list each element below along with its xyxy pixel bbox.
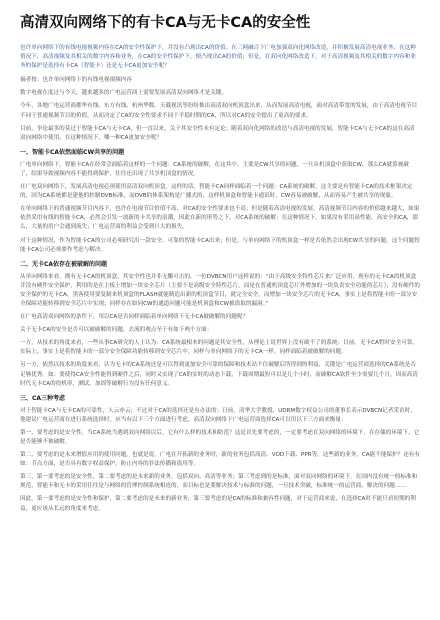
paragraph: 在单向网络下的普通视频节目内容下，也许在电视节目价值不高，对CA的安全性要求也不高；但是随着高清电视的发展，高清视频节目内容的价值越来越大，如果依然采用有线的智能卡CA，必然会引发一波新的卡共享的浪潮，因此在新的形势之下，对CA系统的破解；在这种情况下，如果没有采用高性能、高安全的CA，那么，大量的用户会通到流失；广电运营商的利益会受到巨大的损失。	[20, 206, 420, 231]
section-heading: 三、CA三种考虑	[20, 394, 66, 402]
paragraph: 今年，各地广电运营商都华有线、东方有线、杭州华数、天截视讯等纷纷推出高清双向机顶盒出来，从而发展高清电视，面对高清带宽的发展，由于高清电视节目不同于普通视频节目的价值，从而决定了CA的安全性要求不同于平稳时期的CA，所以对CA的安全提出了更高的要求。	[20, 103, 418, 119]
section-heading: 一、智能卡CA依然面临CW共享的问题	[20, 148, 125, 156]
paragraph: 在广电双向网络下，发展高清电视必须使用高清双向机顶盒，这样的话，智能卡CA同样面临着一个问题：CA系统的破解，这主要是有智能卡CA的技术框架决定的，因为CA系统都是建他的控制DVB标准，而DVB的体系架构是广播式的，这样机顶盒和智能卡通讯时，CW容易被破解，从而容易产生被共享的现象。	[20, 184, 413, 200]
summary-paragraph: 也许单向网络下的有线电视视频内容在CA的安全性保护下，并没有凸现出CA的价值；在三网融合下广电加强双向化网络改造，并积极发展高清电视业务；在这种情况下，高清视频及其相关的数字内容和业务，在CA的安全性保护下，便凸现出CA的价值；但是，在双向化网络改造下，对于高清视频及其相关的数字内容和业务的保护是选择有卡CA（智能卡）还是无卡CA更加安全呢？	[20, 45, 416, 70]
paragraph: 数字电视在度过与今天，越来越多的广电运营商上需要发展高清双向网络才是关键。	[20, 90, 227, 97]
paragraph: 在广电高清双向网络的条件下，用以CA是否同样面临着单向网络下无卡CA被破解的问题呢？	[20, 314, 249, 321]
paragraph: 另一方，依然以技术的角度来看，认为无卡的CA系统还是可以得到更加安全可靠的保障和技术站不住破解后所得到的利益，关键是广电运营商选择的CA系统是否足够优秀。如：要使得CA安全性能得到硬件之后，同时又实现了CA的实时的动态下载，下载周期最短可以是几个小时，而破解CA软件至少需要几个月，因而高清时代无卡CA的投机率，测试，加固等破解行为没有任何意义。	[20, 362, 418, 387]
section-heading: 二、无卡CA依存在被破解的问题	[20, 260, 108, 268]
paragraph: 摘者按：也许单向网络下的有线电视视频内容	[20, 77, 132, 84]
paragraph: 一方，从技术的角度来看，一些从事CA研究的人士认为：CA系统最根本的问题是其安全性，从理论上说世界上没有破不了的系统；目前，无卡CA暂时安全可靠，实际上，事实上是将智能卡的一部分安全保障功能转移到安全芯片中，同样与单向网络下的无卡CA一样，同样面临着被破解的问题。	[20, 340, 418, 356]
paragraph: 目前，争论最多的莫过于智能卡CA与无卡CA，但一直以来，关于其安全性未有定论；随着双向化网络的改造与高清电视的发展，智能卡CA与无卡CA的这在高清双向网络中使用，在这种情况下，哪一种CA更加安全呢？	[20, 125, 415, 141]
paragraph: 第二，要考虑的是未来增值应用的使用问题，也就是说，广电在开拓新的业务时，新的业务包括高清、VOD下载、PPR等，这些新的业务，CA能不能保护？还有有如：节点方面，是否具有数字权益保护，防止内容的非法传播和盗用等。	[20, 452, 420, 468]
paragraph: 第三，第一要考虑的是安全性，第二要考虑的是未来新的业务，包括双向、高清等业务；第三考虑到的是标准，面对双向网络的环境下，在国内没有统一的标准和规范，智能卡和无卡的采用往往是与网络的管理控制系统相连的，而目标也是要解决技术与标准的问题，一旦技术突破，标准统一的运营商，解决的问题……	[20, 474, 418, 490]
paragraph: 对于这种情况，作为智能卡CA的公司必须研究出一款安全、可靠的智能卡CA出来；但是，与单向网络下的机顶盒一样是否依然会出现CW共享的问题，这个问题智能卡CA公司必须要作考虑与解决。	[20, 237, 420, 253]
paragraph: 对于智能卡CA与无卡CA的可靠性，人云亦云；不过对于CA的选择还是有办法的；日前，清华大学教授、UDRM数字权益公司的董事长表示DVBCN记者采访时，他建议广电运营商在进行系统选择时，应当有以下三个方面进行考虑，高清双向网络下广电运营商选择CA可以用以下三方面来衡量：	[20, 407, 416, 423]
paragraph: 因此，第一要考虑的是安全性和保护，第二要考虑的是未来的新业务，第三要考虑的是CA的标准和兼容性问题，对于运营商来说，在选择CA时不能只看短期的利益，更应该从长远的角度来考虑。	[20, 496, 416, 512]
document-title: 高清双向网络下的有卡CA与无卡CA的安全性	[20, 15, 311, 31]
paragraph: 从单向网络来看，拥有无卡CA的机顶盒，其安全性也并非无懈可击的，一位DVBCN用户这样说的：“由于高级安全特性芯片来广泛应用，现有的无卡CA的机顶盒并没有硬件安全保护，利用的是在主板上增加一块安全芯片（主要不是高级安全特性芯片，而是在普通机顶盒芯片外增加的一块负责安全功能的芯片）；没有硬件的安全保护的无卡CA，黑客使用要复制来机顶盒的FLASH就能制造出新的机顶盒节目，就完全安全，而增加一块安全芯片的无卡CA，事实上是将智能卡的一部分安全保障功能转移到安全芯片中实现；同样存在如同CW的通道问题可能是机顶盒和CW被盗取的漏洞。”	[20, 273, 420, 307]
paragraph: 第一，要考虑的是安全性，当CA系统当遇到双向网络以后，它有什么样的技术和防范？这是首先要考虑的，一定要考虑在双向网络的环境下，在存储的环境下，它是否能够不被破解。	[20, 429, 420, 445]
paragraph: 关于无卡CA的安全是否可以被破解的问题，去流的观点至于有如下两个方面：	[20, 327, 213, 334]
document-body	[20, 44, 420, 514]
paragraph: 广电单向网络下，智能卡CA在经常会面临着这样的一个问题：CA系统的破解，在这其中，主要是CW共享的问题，一旦从机顶盒中获取CW，那么CA就算被破了，结果导致视频内容不能得到保护，往往还出现了共享机顶盒的情况。	[20, 161, 409, 177]
